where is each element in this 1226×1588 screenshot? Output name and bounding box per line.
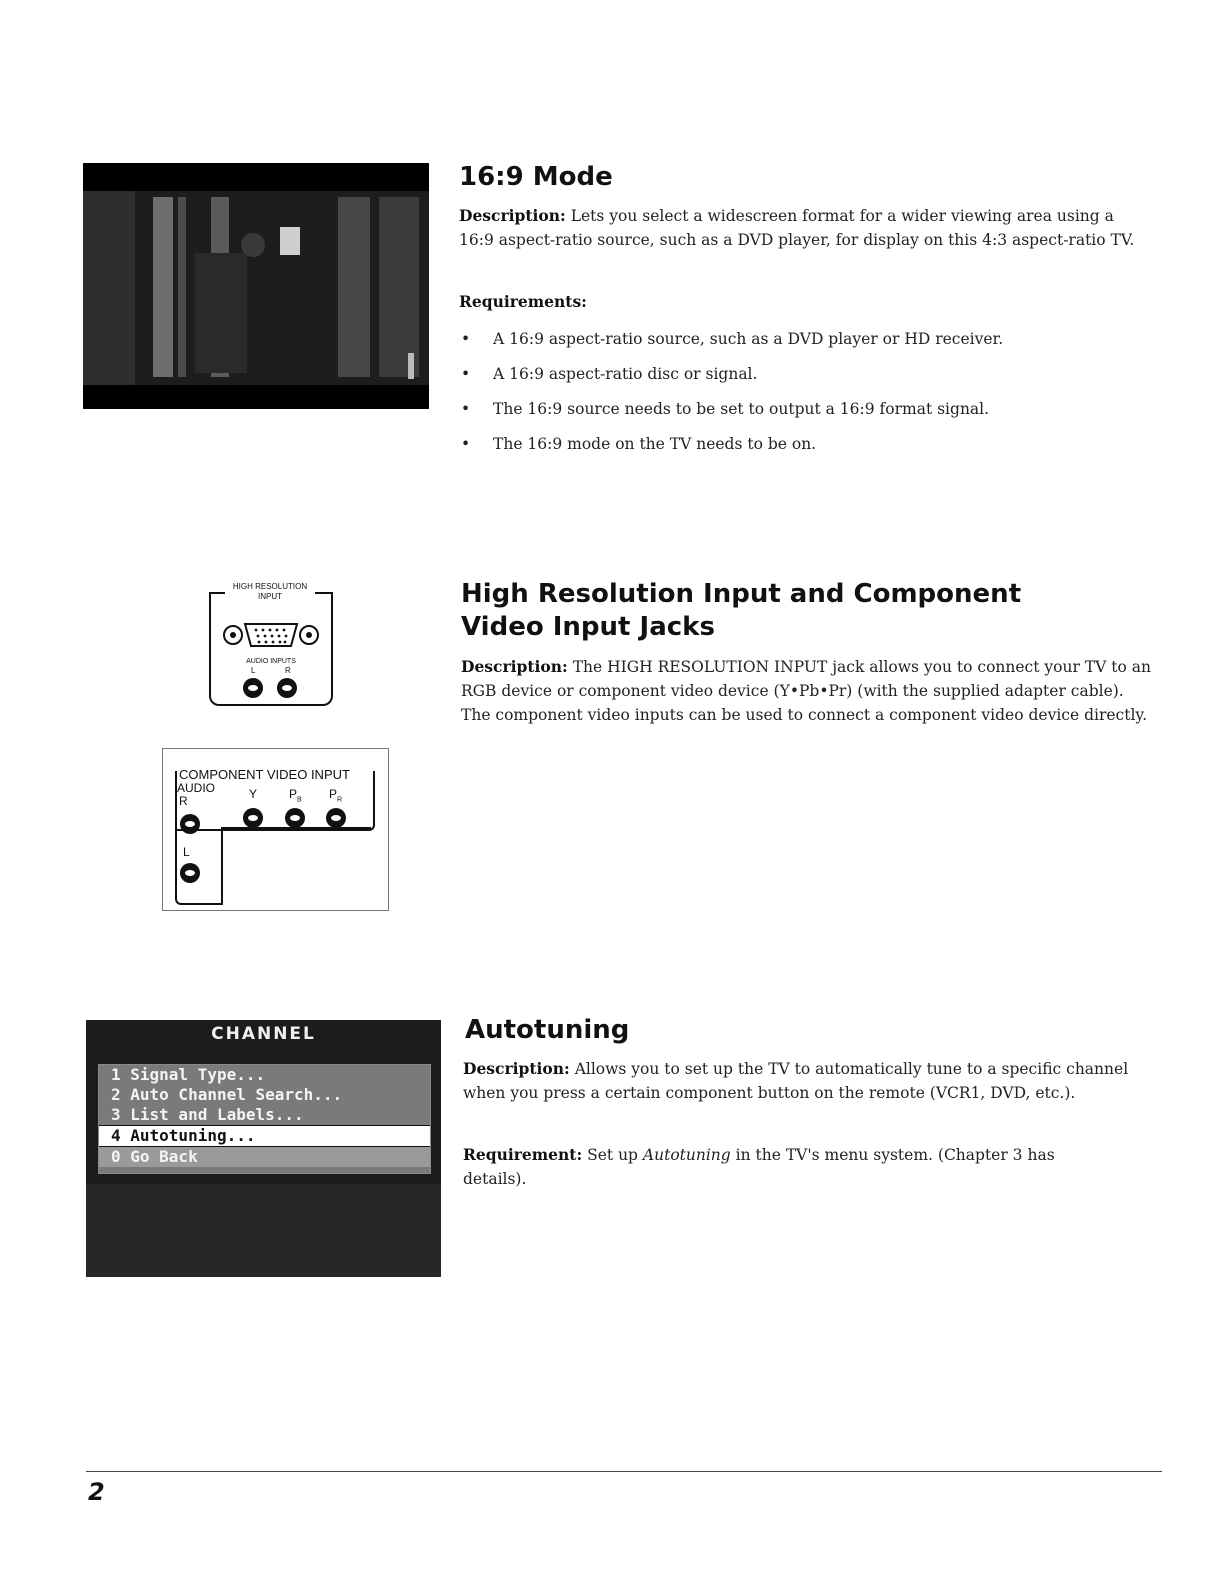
hr-audio-label: AUDIO INPUTS	[246, 658, 296, 665]
component-title: COMPONENT VIDEO INPUT	[179, 767, 350, 782]
page-number: 2	[88, 1478, 105, 1506]
description-text: The HIGH RESOLUTION INPUT jack allows you to connect your TV to an RGB device or component video device (Y•Pb•Pr) (with the supplied adapter cable). The component video inputs can be used to connect a component video device directly.	[461, 658, 1151, 724]
section-autotuning-requirement: Requirement: Set up Autotuning in the TV's menu system. (Chapter 3 has details).	[463, 1145, 1055, 1188]
hr-title-line2: INPUT	[258, 592, 282, 601]
list-item: • The 16:9 mode on the TV needs to be on.	[459, 432, 1149, 456]
requirements-heading: Requirements:	[459, 292, 587, 311]
section-title-16-9-mode: 16:9 Mode	[459, 162, 613, 192]
description-label: Description:	[463, 1059, 570, 1078]
hr-right-label: R	[285, 666, 291, 675]
component-video-input-panel	[162, 748, 389, 911]
audio-l-jack-icon	[180, 863, 200, 883]
audio-left-jack-icon	[243, 678, 263, 698]
channel-menu-list	[98, 1064, 431, 1174]
channel-menu-title: CHANNEL	[211, 1024, 316, 1044]
audio-right-jack-icon	[277, 678, 297, 698]
section-title-autotuning: Autotuning	[465, 1015, 630, 1045]
footer-rule	[86, 1471, 1162, 1472]
menu-item-auto-channel-search[interactable]: 2 Auto Channel Search...	[111, 1085, 343, 1104]
high-resolution-input-panel	[205, 580, 335, 710]
list-item: • A 16:9 aspect-ratio disc or signal.	[459, 362, 1149, 386]
requirement-emphasis: Autotuning	[642, 1146, 731, 1164]
section-title-high-resolution: High Resolution Input and Component Video Input Jacks	[461, 579, 1022, 642]
component-audio-label: AUDIO	[177, 781, 216, 795]
component-pb-label: $P_B$	[289, 787, 302, 804]
channel-menu-screen	[86, 1020, 441, 1277]
y-jack-icon	[243, 808, 263, 828]
component-l-label: L	[183, 845, 190, 859]
section-high-resolution-description	[461, 655, 1156, 727]
pr-jack-icon	[326, 808, 346, 828]
vga-connector-icon	[223, 618, 319, 652]
list-item: • A 16:9 aspect-ratio source, such as a DVD player or HD receiver.	[459, 327, 1149, 351]
menu-item-autotuning[interactable]: 4 Autotuning...	[99, 1125, 430, 1147]
description-label: Description:	[461, 657, 568, 676]
description-label: Description:	[459, 206, 566, 225]
description-text: Allows you to set up the TV to automatically tune to a specific channel when you press a certain component button on the remote (VCR1, DVD, etc.).	[463, 1060, 1129, 1102]
section-autotuning-description	[463, 1057, 1133, 1105]
list-item: • The 16:9 source needs to be set to output a 16:9 format signal.	[459, 397, 1149, 421]
component-y-label: Y	[249, 787, 258, 801]
menu-item-go-back[interactable]: 0 Go Back	[99, 1147, 430, 1167]
hr-left-label: L	[251, 666, 256, 675]
audio-r-jack-icon	[180, 814, 200, 834]
hr-title-line1: HIGH RESOLUTION	[223, 582, 317, 591]
requirement-label: Requirement:	[463, 1145, 583, 1164]
component-r-label: R	[179, 794, 188, 808]
menu-item-signal-type[interactable]: 1 Signal Type...	[111, 1065, 266, 1084]
widescreen-movie-image	[83, 163, 429, 409]
description-text: Lets you select a widescreen format for a wider viewing area using a 16:9 aspect-ratio source, such as a DVD player, for display on this 4:3 aspect-ratio TV.	[459, 207, 1135, 249]
pb-jack-icon	[285, 808, 305, 828]
menu-item-list-and-labels[interactable]: 3 List and Labels...	[111, 1105, 304, 1124]
component-pr-label: $P_R$	[329, 787, 343, 804]
section-16-9-description	[459, 204, 1149, 252]
requirements-list	[459, 327, 1149, 467]
